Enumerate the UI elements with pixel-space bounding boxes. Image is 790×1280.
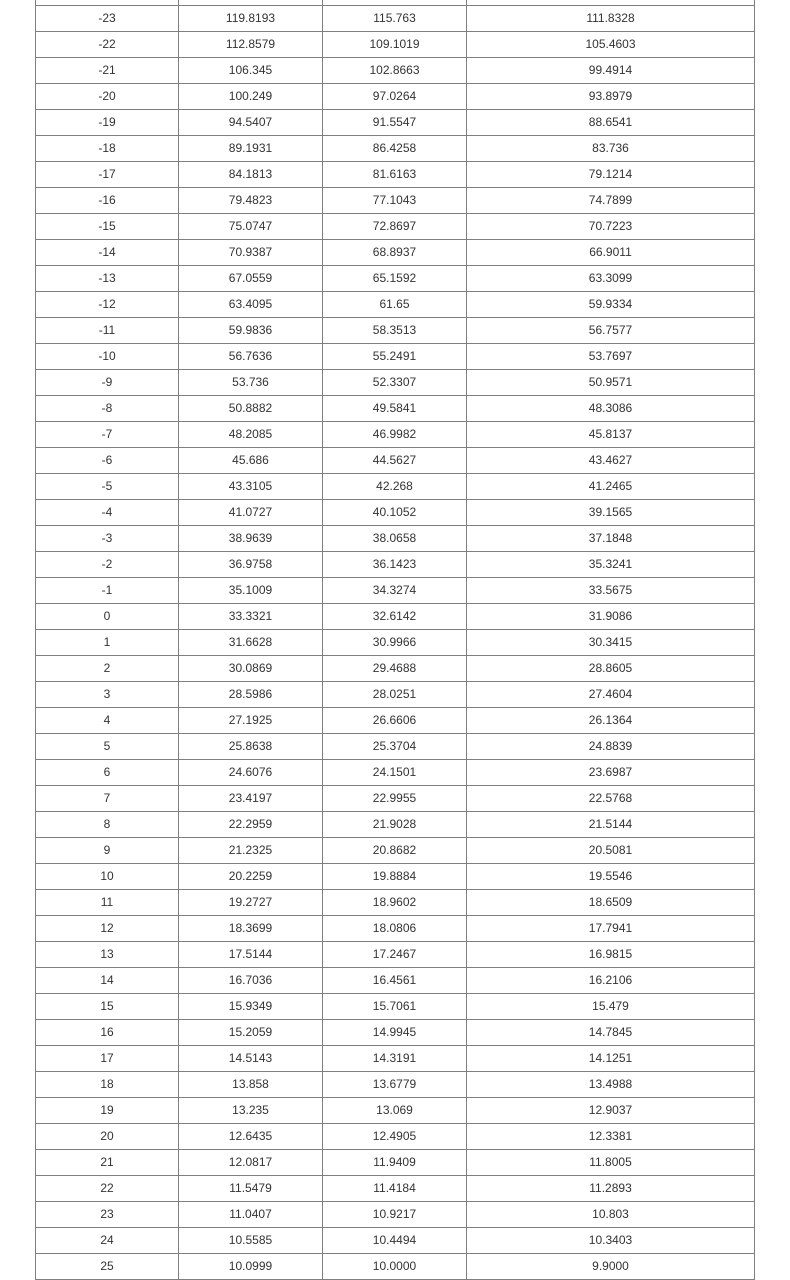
- value-cell: 44.5627: [323, 448, 467, 474]
- value-cell: 39.1565: [467, 500, 755, 526]
- value-cell: 38.0658: [323, 526, 467, 552]
- table-row: [36, 1046, 755, 1072]
- value-cell: 11.5479: [179, 1176, 323, 1202]
- table-row: [36, 292, 755, 318]
- value-cell: 48.3086: [467, 396, 755, 422]
- value-cell: 10.803: [467, 1202, 755, 1228]
- value-cell: 19.5546: [467, 864, 755, 890]
- row-index-cell: 5: [36, 734, 179, 760]
- value-cell: 23.6987: [467, 760, 755, 786]
- row-index-cell: -11: [36, 318, 179, 344]
- value-cell: 12.9037: [467, 1098, 755, 1124]
- table-row: [36, 682, 755, 708]
- value-cell: 89.1931: [179, 136, 323, 162]
- value-cell: 11.2893: [467, 1176, 755, 1202]
- value-cell: 66.9011: [467, 240, 755, 266]
- value-cell: 100.249: [179, 84, 323, 110]
- row-index-cell: -14: [36, 240, 179, 266]
- value-cell: 18.6509: [467, 890, 755, 916]
- value-cell: 105.4603: [467, 32, 755, 58]
- value-cell: 21.9028: [323, 812, 467, 838]
- value-cell: 97.0264: [323, 84, 467, 110]
- value-cell: 59.9334: [467, 292, 755, 318]
- value-cell: 12.3381: [467, 1124, 755, 1150]
- table-row: [36, 812, 755, 838]
- value-cell: 16.9815: [467, 942, 755, 968]
- value-cell: 56.7636: [179, 344, 323, 370]
- value-cell: 10.4494: [323, 1228, 467, 1254]
- value-cell: 63.4095: [179, 292, 323, 318]
- value-cell: 24.6076: [179, 760, 323, 786]
- value-cell: 63.3099: [467, 266, 755, 292]
- value-cell: 12.6435: [179, 1124, 323, 1150]
- row-index-cell: -22: [36, 32, 179, 58]
- value-cell: 49.5841: [323, 396, 467, 422]
- value-cell: 11.9409: [323, 1150, 467, 1176]
- data-table-container: [35, 0, 754, 1280]
- value-cell: 43.4627: [467, 448, 755, 474]
- value-cell: 40.1052: [323, 500, 467, 526]
- table-row: [36, 1124, 755, 1150]
- value-cell: 42.268: [323, 474, 467, 500]
- value-cell: 68.8937: [323, 240, 467, 266]
- value-cell: 24.8839: [467, 734, 755, 760]
- table-row: [36, 1202, 755, 1228]
- table-row: [36, 84, 755, 110]
- value-cell: 21.5144: [467, 812, 755, 838]
- row-index-cell: 8: [36, 812, 179, 838]
- value-cell: 18.3699: [179, 916, 323, 942]
- value-cell: 11.0407: [179, 1202, 323, 1228]
- value-cell: 25.3704: [323, 734, 467, 760]
- row-index-cell: 25: [36, 1254, 179, 1280]
- value-cell: 10.0000: [323, 1254, 467, 1280]
- table-row: [36, 448, 755, 474]
- row-index-cell: -15: [36, 214, 179, 240]
- value-cell: 31.6628: [179, 630, 323, 656]
- value-cell: 81.6163: [323, 162, 467, 188]
- table-row: [36, 474, 755, 500]
- row-index-cell: 19: [36, 1098, 179, 1124]
- value-cell: 61.65: [323, 292, 467, 318]
- value-cell: 28.0251: [323, 682, 467, 708]
- value-cell: 13.858: [179, 1072, 323, 1098]
- row-index-cell: -12: [36, 292, 179, 318]
- row-index-cell: 2: [36, 656, 179, 682]
- value-cell: 34.3274: [323, 578, 467, 604]
- value-cell: 13.235: [179, 1098, 323, 1124]
- table-row: [36, 708, 755, 734]
- value-cell: 30.9966: [323, 630, 467, 656]
- value-cell: 36.9758: [179, 552, 323, 578]
- value-cell: 55.2491: [323, 344, 467, 370]
- row-index-cell: 11: [36, 890, 179, 916]
- table-row: [36, 1072, 755, 1098]
- value-cell: 28.8605: [467, 656, 755, 682]
- value-cell: 33.3321: [179, 604, 323, 630]
- row-index-cell: 20: [36, 1124, 179, 1150]
- row-index-cell: 1: [36, 630, 179, 656]
- row-index-cell: -13: [36, 266, 179, 292]
- value-cell: 115.763: [323, 6, 467, 32]
- value-cell: 45.8137: [467, 422, 755, 448]
- table-row: [36, 578, 755, 604]
- table-row: [36, 318, 755, 344]
- value-cell: 14.1251: [467, 1046, 755, 1072]
- value-cell: 26.6606: [323, 708, 467, 734]
- value-cell: 15.9349: [179, 994, 323, 1020]
- row-index-cell: 6: [36, 760, 179, 786]
- value-cell: 56.7577: [467, 318, 755, 344]
- value-cell: 53.7697: [467, 344, 755, 370]
- value-cell: 19.8884: [323, 864, 467, 890]
- value-cell: 30.0869: [179, 656, 323, 682]
- value-cell: 41.0727: [179, 500, 323, 526]
- table-row: [36, 916, 755, 942]
- value-cell: 50.9571: [467, 370, 755, 396]
- value-cell: 52.3307: [323, 370, 467, 396]
- value-cell: 22.5768: [467, 786, 755, 812]
- value-cell: 58.3513: [323, 318, 467, 344]
- value-cell: 28.5986: [179, 682, 323, 708]
- value-cell: 26.1364: [467, 708, 755, 734]
- value-cell: 74.7899: [467, 188, 755, 214]
- row-index-cell: -20: [36, 84, 179, 110]
- row-index-cell: -2: [36, 552, 179, 578]
- value-cell: 20.8682: [323, 838, 467, 864]
- value-cell: 14.9945: [323, 1020, 467, 1046]
- value-cell: 18.0806: [323, 916, 467, 942]
- value-cell: 15.7061: [323, 994, 467, 1020]
- row-index-cell: 15: [36, 994, 179, 1020]
- value-cell: 77.1043: [323, 188, 467, 214]
- value-cell: 46.9982: [323, 422, 467, 448]
- table-row: [36, 136, 755, 162]
- row-index-cell: 18: [36, 1072, 179, 1098]
- table-row: [36, 734, 755, 760]
- value-cell: 15.2059: [179, 1020, 323, 1046]
- value-cell: 70.7223: [467, 214, 755, 240]
- row-index-cell: 7: [36, 786, 179, 812]
- value-cell: 16.4561: [323, 968, 467, 994]
- table-row: [36, 162, 755, 188]
- value-cell: 15.479: [467, 994, 755, 1020]
- row-index-cell: 14: [36, 968, 179, 994]
- row-index-cell: -7: [36, 422, 179, 448]
- value-cell: 70.9387: [179, 240, 323, 266]
- value-cell: 65.1592: [323, 266, 467, 292]
- value-cell: 25.8638: [179, 734, 323, 760]
- table-row: [36, 266, 755, 292]
- value-cell: 19.2727: [179, 890, 323, 916]
- table-row: [36, 1228, 755, 1254]
- row-index-cell: 12: [36, 916, 179, 942]
- table-row: [36, 786, 755, 812]
- value-cell: 17.5144: [179, 942, 323, 968]
- value-cell: 20.5081: [467, 838, 755, 864]
- value-cell: 67.0559: [179, 266, 323, 292]
- value-cell: 13.4988: [467, 1072, 755, 1098]
- row-index-cell: 0: [36, 604, 179, 630]
- value-cell: 10.0999: [179, 1254, 323, 1280]
- value-cell: 11.8005: [467, 1150, 755, 1176]
- value-cell: 36.1423: [323, 552, 467, 578]
- value-cell: 27.1925: [179, 708, 323, 734]
- value-cell: 35.3241: [467, 552, 755, 578]
- value-cell: 88.6541: [467, 110, 755, 136]
- row-index-cell: -8: [36, 396, 179, 422]
- row-index-cell: 16: [36, 1020, 179, 1046]
- value-cell: 45.686: [179, 448, 323, 474]
- value-cell: 106.345: [179, 58, 323, 84]
- value-cell: 27.4604: [467, 682, 755, 708]
- value-cell: 79.4823: [179, 188, 323, 214]
- value-cell: 14.5143: [179, 1046, 323, 1072]
- row-index-cell: 17: [36, 1046, 179, 1072]
- value-cell: 9.9000: [467, 1254, 755, 1280]
- value-cell: 102.8663: [323, 58, 467, 84]
- table-row: [36, 968, 755, 994]
- value-cell: 83.736: [467, 136, 755, 162]
- row-index-cell: -17: [36, 162, 179, 188]
- value-cell: 21.2325: [179, 838, 323, 864]
- value-cell: 10.5585: [179, 1228, 323, 1254]
- value-cell: 111.8328: [467, 6, 755, 32]
- table-row: [36, 838, 755, 864]
- table-row: [36, 994, 755, 1020]
- table-row: [36, 370, 755, 396]
- table-row: [36, 552, 755, 578]
- data-table: [35, 0, 755, 1280]
- value-cell: 48.2085: [179, 422, 323, 448]
- value-cell: 72.8697: [323, 214, 467, 240]
- value-cell: 30.3415: [467, 630, 755, 656]
- value-cell: 41.2465: [467, 474, 755, 500]
- value-cell: 17.2467: [323, 942, 467, 968]
- value-cell: 119.8193: [179, 6, 323, 32]
- value-cell: 33.5675: [467, 578, 755, 604]
- value-cell: 50.8882: [179, 396, 323, 422]
- table-row: [36, 240, 755, 266]
- value-cell: 35.1009: [179, 578, 323, 604]
- row-index-cell: -5: [36, 474, 179, 500]
- value-cell: 59.9836: [179, 318, 323, 344]
- table-row: [36, 1098, 755, 1124]
- row-index-cell: 10: [36, 864, 179, 890]
- table-row: [36, 942, 755, 968]
- value-cell: 17.7941: [467, 916, 755, 942]
- value-cell: 13.6779: [323, 1072, 467, 1098]
- value-cell: 14.3191: [323, 1046, 467, 1072]
- value-cell: 29.4688: [323, 656, 467, 682]
- table-row: [36, 864, 755, 890]
- row-index-cell: 4: [36, 708, 179, 734]
- value-cell: 31.9086: [467, 604, 755, 630]
- row-index-cell: 22: [36, 1176, 179, 1202]
- table-row: [36, 214, 755, 240]
- value-cell: 18.9602: [323, 890, 467, 916]
- value-cell: 37.1848: [467, 526, 755, 552]
- value-cell: 38.9639: [179, 526, 323, 552]
- value-cell: 12.0817: [179, 1150, 323, 1176]
- value-cell: 10.3403: [467, 1228, 755, 1254]
- table-row: [36, 188, 755, 214]
- value-cell: 22.9955: [323, 786, 467, 812]
- value-cell: 93.8979: [467, 84, 755, 110]
- table-row: [36, 630, 755, 656]
- table-row: [36, 110, 755, 136]
- value-cell: 99.4914: [467, 58, 755, 84]
- value-cell: 16.7036: [179, 968, 323, 994]
- table-row: [36, 344, 755, 370]
- row-index-cell: 24: [36, 1228, 179, 1254]
- table-row: [36, 1020, 755, 1046]
- row-index-cell: -18: [36, 136, 179, 162]
- table-row: [36, 32, 755, 58]
- value-cell: 12.4905: [323, 1124, 467, 1150]
- value-cell: 10.9217: [323, 1202, 467, 1228]
- row-index-cell: 3: [36, 682, 179, 708]
- table-row: [36, 656, 755, 682]
- value-cell: 16.2106: [467, 968, 755, 994]
- table-row: [36, 500, 755, 526]
- table-row: [36, 1176, 755, 1202]
- row-index-cell: 13: [36, 942, 179, 968]
- value-cell: 13.069: [323, 1098, 467, 1124]
- row-index-cell: -21: [36, 58, 179, 84]
- value-cell: 23.4197: [179, 786, 323, 812]
- table-row: [36, 396, 755, 422]
- row-index-cell: 9: [36, 838, 179, 864]
- table-row: [36, 890, 755, 916]
- table-row: [36, 422, 755, 448]
- value-cell: 86.4258: [323, 136, 467, 162]
- table-row: [36, 1150, 755, 1176]
- value-cell: 109.1019: [323, 32, 467, 58]
- value-cell: 14.7845: [467, 1020, 755, 1046]
- row-index-cell: -23: [36, 6, 179, 32]
- row-index-cell: -16: [36, 188, 179, 214]
- value-cell: 20.2259: [179, 864, 323, 890]
- value-cell: 32.6142: [323, 604, 467, 630]
- row-index-cell: 23: [36, 1202, 179, 1228]
- value-cell: 11.4184: [323, 1176, 467, 1202]
- row-index-cell: -9: [36, 370, 179, 396]
- row-index-cell: -3: [36, 526, 179, 552]
- value-cell: 24.1501: [323, 760, 467, 786]
- table-row: [36, 6, 755, 32]
- row-index-cell: -4: [36, 500, 179, 526]
- table-row: [36, 58, 755, 84]
- row-index-cell: 21: [36, 1150, 179, 1176]
- value-cell: 53.736: [179, 370, 323, 396]
- table-body: [36, 0, 755, 1280]
- value-cell: 91.5547: [323, 110, 467, 136]
- table-row: [36, 760, 755, 786]
- table-row: [36, 604, 755, 630]
- value-cell: 43.3105: [179, 474, 323, 500]
- value-cell: 75.0747: [179, 214, 323, 240]
- row-index-cell: -10: [36, 344, 179, 370]
- table-row: [36, 526, 755, 552]
- value-cell: 112.8579: [179, 32, 323, 58]
- value-cell: 84.1813: [179, 162, 323, 188]
- table-row: [36, 1254, 755, 1280]
- value-cell: 79.1214: [467, 162, 755, 188]
- row-index-cell: -6: [36, 448, 179, 474]
- row-index-cell: -1: [36, 578, 179, 604]
- row-index-cell: -19: [36, 110, 179, 136]
- value-cell: 94.5407: [179, 110, 323, 136]
- value-cell: 22.2959: [179, 812, 323, 838]
